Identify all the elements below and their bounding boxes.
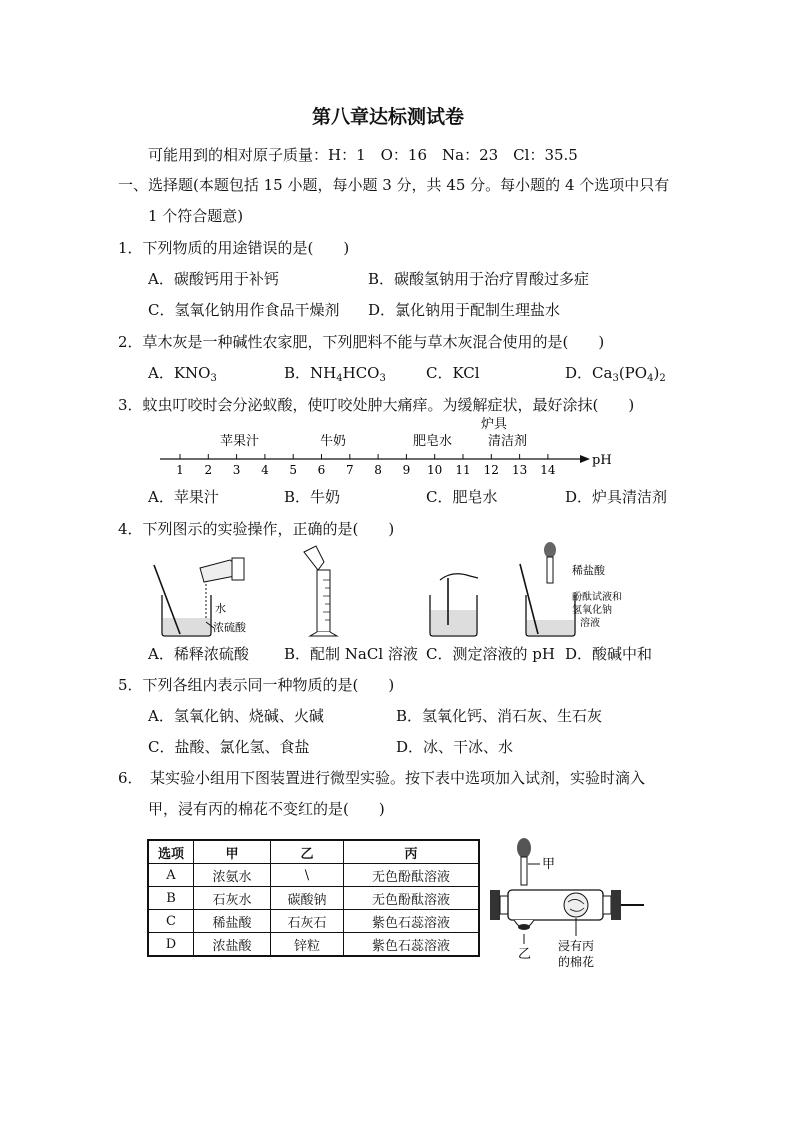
cell-bing: 无色酚酞溶液 [344, 887, 480, 910]
label-indicator-1: 酚酞试液和 [572, 592, 622, 603]
figure-b-cylinder [304, 546, 337, 636]
q2-stem: 2．草木灰是一种碱性农家肥，下列肥料不能与草木灰混合使用的是( ) [118, 333, 605, 351]
q3-stem: 3．蚊虫叮咬时会分泌蚁酸，使叮咬处肿大痛痒。为缓解症状，最好涂抹( ) [118, 396, 635, 414]
ph-tick-label: 1 [176, 463, 184, 477]
ph-tick-label: 13 [511, 463, 528, 477]
q1-option-a[interactable]: A．碳酸钙用于补钙 [148, 270, 279, 288]
q6-header-bing: 丙 [344, 840, 480, 864]
cell-bing: 紫色石蕊溶液 [344, 933, 480, 957]
figure-a-dilution [154, 558, 247, 636]
q6-table [147, 839, 480, 957]
ph-label-milk: 牛奶 [320, 434, 347, 449]
ph-label-apple: 苹果汁 [220, 434, 260, 449]
cell-option: C [148, 910, 194, 933]
label-water: 水 [215, 602, 226, 615]
q4-option-b[interactable]: B．配制 NaCl 溶液 [284, 645, 418, 663]
ph-tick-label: 12 [483, 463, 499, 477]
q5-option-a[interactable]: A．氢氧化钠、烧碱、火碱 [148, 707, 324, 725]
paper-funnel [304, 546, 324, 570]
ph-label-soap: 肥皂水 [413, 434, 453, 449]
cell-yi: \ [271, 864, 344, 887]
label-conc-acid: 浓硫酸 [213, 621, 246, 634]
q2-option-c[interactable]: C．KCl [426, 364, 480, 382]
q2-option-b[interactable]: B．$NH_4HCO_3$ [284, 364, 386, 384]
left-cap [490, 890, 500, 920]
label-jia: 甲 [542, 857, 556, 872]
cell-bing: 无色酚酞溶液 [344, 864, 480, 887]
label-dilute-hcl: 稀盐酸 [572, 564, 605, 577]
cell-yi: 碳酸钠 [271, 887, 344, 910]
q6-stem-2: 甲，浸有丙的棉花不变红的是( ) [148, 800, 385, 818]
q4-option-a[interactable]: A．稀释浓硫酸 [148, 645, 249, 663]
q3-option-b[interactable]: B．牛奶 [284, 488, 341, 506]
q5-option-b[interactable]: B．氢氧化钙、消石灰、生石灰 [396, 707, 603, 725]
cell-bing: 紫色石蕊溶液 [344, 910, 480, 933]
dropper-bulb [517, 838, 531, 858]
atomic-masses: 可能用到的相对原子质量：H：1 O：16 Na：23 Cl：35.5 [148, 146, 578, 164]
ph-tick-label: 9 [402, 463, 411, 477]
q1-option-b[interactable]: B．碳酸氢钠用于治疗胃酸过多症 [368, 270, 590, 288]
label-indicator-2: 氢氧化钠 [572, 605, 612, 616]
q1-option-d[interactable]: D．氯化钠用于配制生理盐水 [368, 301, 561, 319]
ph-label-cleaner-1: 炉具 [481, 417, 508, 432]
q2-option-d[interactable]: D．$Ca_3(PO_4)_2$ [565, 364, 666, 384]
tube-body [508, 890, 603, 920]
ph-tick-label: 14 [540, 463, 556, 477]
cell-jia: 浓氨水 [194, 864, 271, 887]
q4-option-d[interactable]: D．酸碱中和 [565, 645, 653, 663]
q2-option-a-text: A．KNO [148, 364, 211, 382]
ph-tick-label: 7 [345, 463, 354, 477]
label-cotton-1: 浸有丙 [558, 939, 595, 953]
q2-option-b-text: B．NH [284, 364, 337, 382]
ph-axis-arrow [580, 455, 590, 463]
figure-c-ph-test [430, 574, 478, 636]
q4-option-c[interactable]: C．测定溶液的 pH [426, 645, 555, 663]
page-title: 第八章达标测试卷 [312, 106, 465, 128]
ph-tick-label: 10 [427, 463, 443, 477]
ph-tick-label: 5 [289, 463, 298, 477]
table-row[interactable] [148, 887, 479, 910]
q6-apparatus [488, 838, 648, 978]
cell-option: B [148, 887, 194, 910]
cotton-ball [564, 893, 588, 917]
table-row[interactable] [148, 864, 479, 887]
table-row[interactable] [148, 933, 479, 957]
q4-stem: 4．下列图示的实验操作，正确的是( ) [118, 520, 395, 538]
q2-option-d-text: D．Ca [565, 364, 613, 382]
ph-tick-label: 3 [232, 463, 241, 477]
q6-stem-1: 6． 某实验小组用下图装置进行微型实验。按下表中选项加入试剂，实验时滴入 [118, 769, 646, 787]
ph-scale-figure [150, 412, 620, 480]
q5-stem: 5．下列各组内表示同一种物质的是( ) [118, 676, 395, 694]
cell-option: A [148, 864, 194, 887]
q6-header-yi: 乙 [271, 840, 344, 864]
q3-option-a[interactable]: A．苹果汁 [148, 488, 219, 506]
ph-label-cleaner-2: 清洁剂 [488, 434, 528, 449]
ph-tick-label: 11 [455, 463, 471, 477]
ph-ticks [176, 454, 556, 477]
q2-option-a[interactable]: A．$KNO_3$ [148, 364, 217, 384]
right-cap [611, 890, 621, 920]
label-yi: 乙 [518, 947, 532, 962]
figure-d-neutralization [520, 542, 622, 636]
cell-yi: 石灰石 [271, 910, 344, 933]
q1-stem: 1．下列物质的用途错误的是( ) [118, 239, 350, 257]
q6-header-jia: 甲 [194, 840, 271, 864]
q3-option-d[interactable]: D．炉具清洁剂 [565, 488, 668, 506]
q3-option-c[interactable]: C．肥皂水 [426, 488, 498, 506]
cell-option: D [148, 933, 194, 957]
ph-tick-label: 8 [374, 463, 382, 477]
q6-table-header [148, 840, 479, 864]
q5-option-c[interactable]: C．盐酸、氯化氢、食盐 [148, 738, 310, 756]
q6-header-option: 选项 [148, 840, 194, 864]
cell-jia: 浓盐酸 [194, 933, 271, 957]
cell-jia: 稀盐酸 [194, 910, 271, 933]
label-indicator-3: 溶液 [580, 618, 600, 629]
ph-tick-label: 4 [261, 463, 269, 477]
table-row[interactable] [148, 910, 479, 933]
ph-tick-label: 6 [317, 463, 326, 477]
ph-unit: pH [592, 453, 612, 468]
cell-yi: 锌粒 [271, 933, 344, 957]
label-cotton-2: 的棉花 [558, 955, 595, 969]
q1-option-c[interactable]: C．氢氧化钠用作食品干燥剂 [148, 301, 340, 319]
cell-jia: 石灰水 [194, 887, 271, 910]
q4-figures [140, 540, 670, 640]
q5-option-d[interactable]: D．冰、干冰、水 [396, 738, 514, 756]
hand [440, 574, 478, 580]
dropper-bulb [544, 542, 556, 558]
section-heading-cont: 1 个符合题意) [148, 207, 244, 225]
section-heading: 一、选择题(本题包括 15 小题，每小题 3 分，共 45 分。每小题的 4 个选项中只有 [118, 176, 670, 194]
ph-tick-label: 2 [204, 463, 213, 477]
